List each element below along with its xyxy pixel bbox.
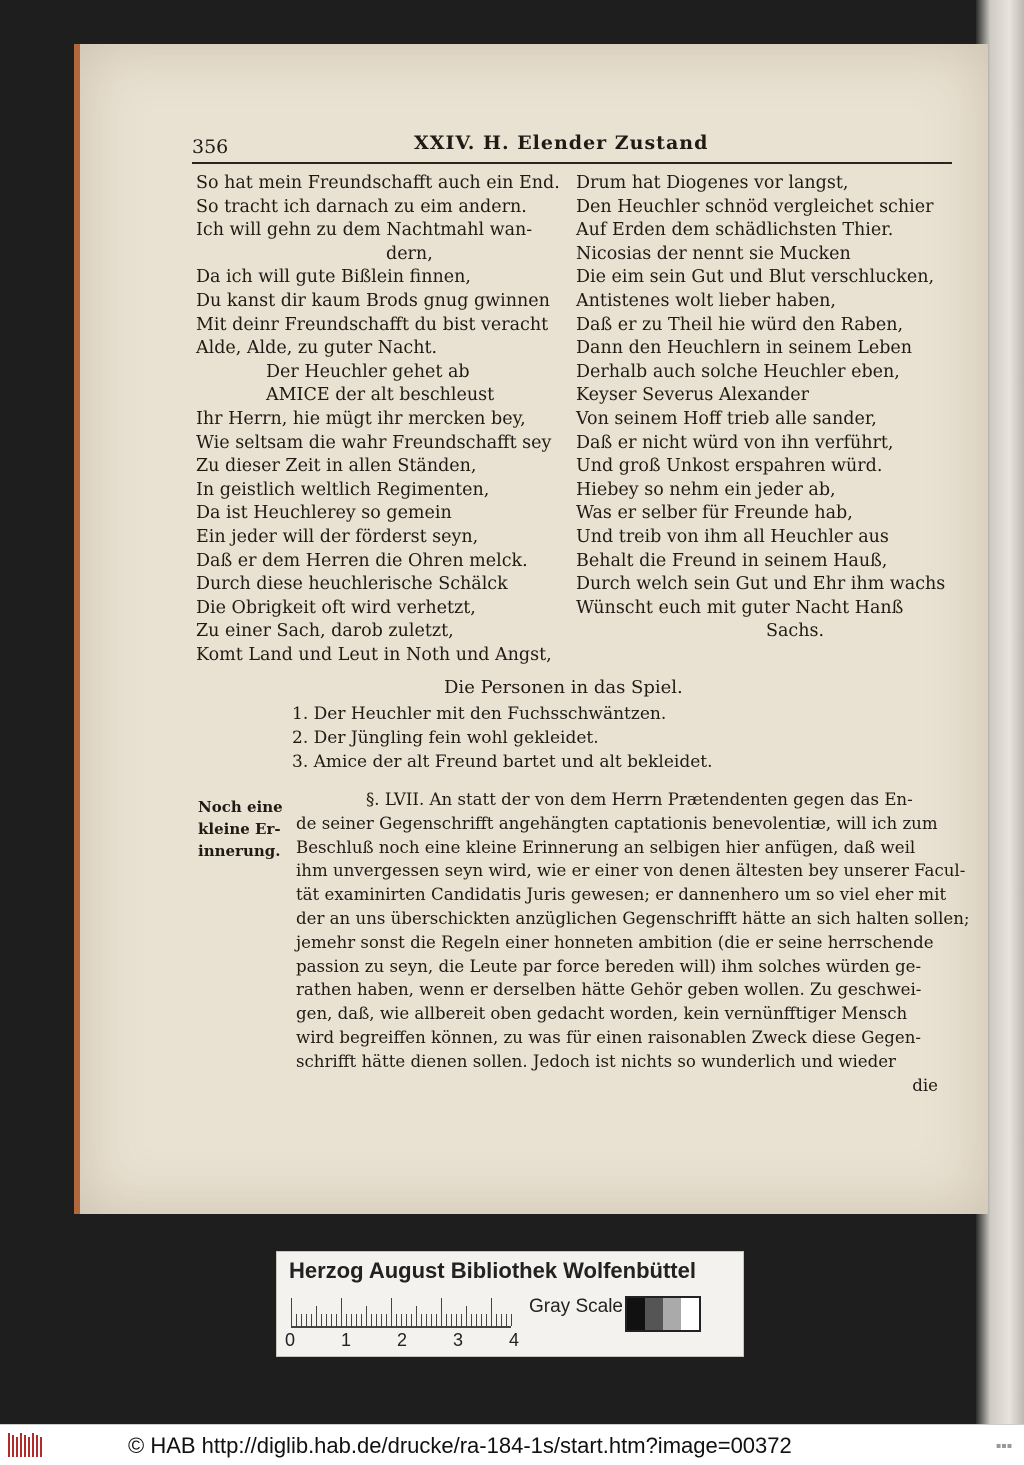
gray-swatch <box>645 1298 663 1330</box>
footer-dots-icon: ▪▪▪ <box>996 1441 1013 1450</box>
verse-line: Die Obrigkeit oft wird verhetzt, <box>196 597 476 618</box>
verse-line: Was er selber für Freunde hab, <box>576 503 853 524</box>
logo-bar <box>40 1437 42 1457</box>
marginal-line: kleine Er- <box>198 820 281 838</box>
ruler-tick <box>436 1314 437 1326</box>
book-page <box>74 44 988 1214</box>
verse-line: Alde, Alde, zu guter Nacht. <box>196 338 438 359</box>
ruler-tick <box>361 1314 362 1326</box>
ruler-tick <box>376 1314 377 1326</box>
verse-line: Dann den Heuchlern in seinem Leben <box>576 338 913 359</box>
verse-line: Ich will gehn zu dem Nachtmahl wan- <box>196 220 533 241</box>
gray-swatch <box>627 1298 645 1330</box>
ruler-tick <box>426 1314 427 1326</box>
ruler-tick <box>341 1298 342 1326</box>
verse-line: Die eim sein Gut und Blut verschlucken, <box>576 267 935 288</box>
persona-item: 2. Der Jüngling fein wohl gekleidet. <box>292 728 599 748</box>
ruler-tick <box>486 1314 487 1326</box>
ruler-number: 2 <box>397 1330 408 1350</box>
marginal-line: Noch eine <box>198 798 283 816</box>
verse-line: Antistenes wolt lieber haben, <box>576 290 836 311</box>
prose-line: de seiner Gegenschrifft angehängten captationis benevolentiæ, will ich zum <box>296 813 938 833</box>
ruler-tick <box>431 1314 432 1326</box>
verse-line: Sachs. <box>766 621 825 642</box>
ruler-tick <box>351 1314 352 1326</box>
marginal-note <box>198 796 283 862</box>
ruler-tick <box>321 1314 322 1326</box>
ruler-tick <box>456 1314 457 1326</box>
ruler-tick <box>391 1298 392 1326</box>
verse-line: Von seinem Hoff trieb alle sander, <box>576 408 877 429</box>
verse-line: Behalt die Freund in seinem Hauß, <box>576 550 888 571</box>
verse-line: So hat mein Freundschafft auch ein End. <box>196 173 560 193</box>
header-rule <box>192 162 952 164</box>
ruler-tick <box>441 1298 442 1326</box>
prose-line: ihm unvergessen seyn wird, wie er einer von denen ältesten bey unserer Facul- <box>296 861 966 881</box>
gray-scale-label: Gray Scale <box>529 1296 623 1317</box>
verse-line: Komt Land und Leut in Noth und Angst, <box>196 644 552 665</box>
ruler-tick <box>366 1306 367 1326</box>
ruler-tick <box>316 1306 317 1326</box>
verse-line: Keyser Severus Alexander <box>576 385 809 406</box>
persona-item: 1. Der Heuchler mit den Fuchsschwäntzen. <box>292 704 667 724</box>
logo-bar <box>12 1435 14 1457</box>
ruler-tick <box>296 1314 297 1326</box>
ruler-number: 3 <box>453 1330 464 1350</box>
verse-line: Drum hat Diogenes vor langst, <box>576 173 849 193</box>
ruler-tick <box>306 1314 307 1326</box>
prose-line: §. LVII. An statt der von dem Herrn Prætendenten gegen das En- <box>366 790 913 809</box>
ruler-tick <box>491 1298 492 1326</box>
verse-line: Mit deinr Freundschafft du bist veracht <box>196 314 549 335</box>
verse-line: Den Heuchler schnöd vergleichet schier <box>576 196 934 217</box>
prose-line: wird begreiffen können, zu was für einen raisonablen Zweck diese Gegen- <box>296 1027 922 1047</box>
verse-line: Wünscht euch mit guter Nacht Hanß <box>576 597 904 618</box>
logo-bar <box>32 1433 34 1457</box>
catchword: die <box>912 1075 938 1095</box>
ruler-tick <box>396 1314 397 1326</box>
prose-paragraph <box>296 788 970 1097</box>
ruler-tick <box>301 1314 302 1326</box>
verse-line: Hiebey so nehm ein jeder ab, <box>576 479 836 500</box>
ruler-numbers <box>285 1330 565 1351</box>
verse-line: Nicosias der nennt sie Mucken <box>576 243 851 264</box>
prose-line: passion zu seyn, die Leute par force bereden will) ihm solches würden ge- <box>296 956 922 976</box>
verse-line: Daß er dem Herren die Ohren melck. <box>196 550 528 571</box>
prose-line: Beschluß noch eine kleine Erinnerung an selbigen hier anfügen, daß weil <box>296 837 916 857</box>
logo-bar <box>8 1433 10 1457</box>
verse-line: Daß er nicht würd von ihn verführt, <box>576 432 894 453</box>
gray-scale-swatches <box>625 1296 701 1332</box>
gray-swatch <box>663 1298 681 1330</box>
ruler-tick <box>381 1314 382 1326</box>
verse-line: Und treib von ihm all Heuchler aus <box>576 526 889 547</box>
verse-line: So tracht ich darnach zu eim andern. <box>196 196 527 217</box>
verse-line: Und groß Unkost erspahren würd. <box>576 456 883 477</box>
ruler-tick <box>496 1314 497 1326</box>
verse-line: Durch welch sein Gut und Ehr ihm wachs <box>576 574 946 595</box>
ruler-tick <box>406 1314 407 1326</box>
prose-line: gen, daß, wie allbereit oben gedacht worden, kein vernünfftiger Mensch <box>296 1004 908 1024</box>
ruler-tick <box>401 1314 402 1326</box>
ruler-tick <box>311 1314 312 1326</box>
ruler-tick <box>386 1314 387 1326</box>
ruler-tick <box>291 1298 292 1326</box>
persona-item: 3. Amice der alt Freund bartet und alt bekleidet. <box>292 752 713 772</box>
verse-line: Daß er zu Theil hie würd den Raben, <box>576 314 904 335</box>
verse-line: Ihr Herrn, hie mügt ihr mercken bey, <box>196 408 526 429</box>
verse-line: In geistlich weltlich Regimenten, <box>196 479 490 500</box>
logo-bar <box>28 1437 30 1457</box>
running-title: XXIV. H. Elender Zustand <box>414 132 709 154</box>
logo-bar <box>20 1433 22 1457</box>
stage-direction: Der Heuchler gehet ab <box>266 361 470 382</box>
page-number: 356 <box>192 136 229 158</box>
ruler-tick <box>471 1314 472 1326</box>
left-verse-column <box>196 172 566 667</box>
ruler-tick <box>411 1314 412 1326</box>
ruler-number: 4 <box>509 1330 520 1350</box>
ruler-tick <box>326 1314 327 1326</box>
verse-line: Zu einer Sach, darob zuletzt, <box>196 621 454 642</box>
copyright-url: © HAB http://diglib.hab.de/drucke/ra-184-1s/start.htm?image=00372 <box>128 1433 792 1458</box>
verse-line: dern, <box>386 243 433 264</box>
library-label <box>276 1251 744 1357</box>
footer-bar <box>0 1424 1024 1465</box>
gray-swatch <box>681 1298 699 1330</box>
ruler-tick <box>331 1314 332 1326</box>
verse-line: Durch diese heuchlerische Schälck <box>196 574 508 595</box>
library-name: Herzog August Bibliothek Wolfenbüttel <box>289 1258 696 1283</box>
stage-direction: AMICE der alt beschleust <box>266 385 495 406</box>
verse-line: Da ich will gute Bißlein finnen, <box>196 267 471 288</box>
verse-line: Zu dieser Zeit in allen Ständen, <box>196 456 477 477</box>
ruler-tick <box>446 1314 447 1326</box>
ruler-tick <box>466 1306 467 1326</box>
prose-line: tät examinirten Candidatis Juris gewesen; er dannenhero um so viel eher mit <box>296 885 947 905</box>
ruler-tick <box>501 1314 502 1326</box>
ruler-tick <box>336 1314 337 1326</box>
verse-line: Derhalb auch solche Heuchler eben, <box>576 361 900 382</box>
ruler-tick <box>461 1314 462 1326</box>
ruler-tick <box>356 1314 357 1326</box>
personae-list <box>292 702 713 774</box>
ruler-tick <box>511 1314 512 1326</box>
ruler-tick <box>476 1314 477 1326</box>
verse-line: Da ist Heuchlerey so gemein <box>196 503 452 524</box>
ruler-number: 1 <box>341 1330 352 1350</box>
hab-logo-icon <box>6 1429 46 1461</box>
scale-ruler <box>291 1296 511 1328</box>
verse-line: Du kanst dir kaum Brods gnug gwinnen <box>196 290 550 311</box>
marginal-line: innerung. <box>198 842 281 860</box>
ruler-tick <box>451 1314 452 1326</box>
verse-line: Auf Erden dem schädlichsten Thier. <box>576 220 894 241</box>
prose-line: der an uns überschickten anzüglichen Gegenschrifft hätte an sich halten sollen; <box>296 908 970 928</box>
ruler-tick <box>371 1314 372 1326</box>
ruler-tick <box>346 1314 347 1326</box>
ruler-tick <box>481 1314 482 1326</box>
ruler-tick <box>421 1314 422 1326</box>
prose-line: schrifft hätte dienen sollen. Jedoch ist nichts so wunderlich und wieder <box>296 1051 896 1071</box>
verse-line: Wie seltsam die wahr Freundschafft sey <box>196 432 552 453</box>
ruler-number: 0 <box>285 1330 296 1350</box>
logo-bar <box>24 1435 26 1457</box>
personae-title: Die Personen in das Spiel. <box>444 677 683 698</box>
right-verse-column <box>576 172 956 644</box>
page-header <box>192 132 972 162</box>
ruler-tick <box>506 1314 507 1326</box>
prose-line: rathen haben, wenn er derselben hätte Gehör geben wollen. Zu geschwei- <box>296 980 922 1000</box>
ruler-tick <box>416 1306 417 1326</box>
logo-bar <box>16 1437 18 1457</box>
verse-line: Ein jeder will der förderst seyn, <box>196 526 479 547</box>
logo-bar <box>36 1435 38 1457</box>
prose-line: jemehr sonst die Regeln einer honneten ambition (die er seine herrschende <box>296 932 934 952</box>
